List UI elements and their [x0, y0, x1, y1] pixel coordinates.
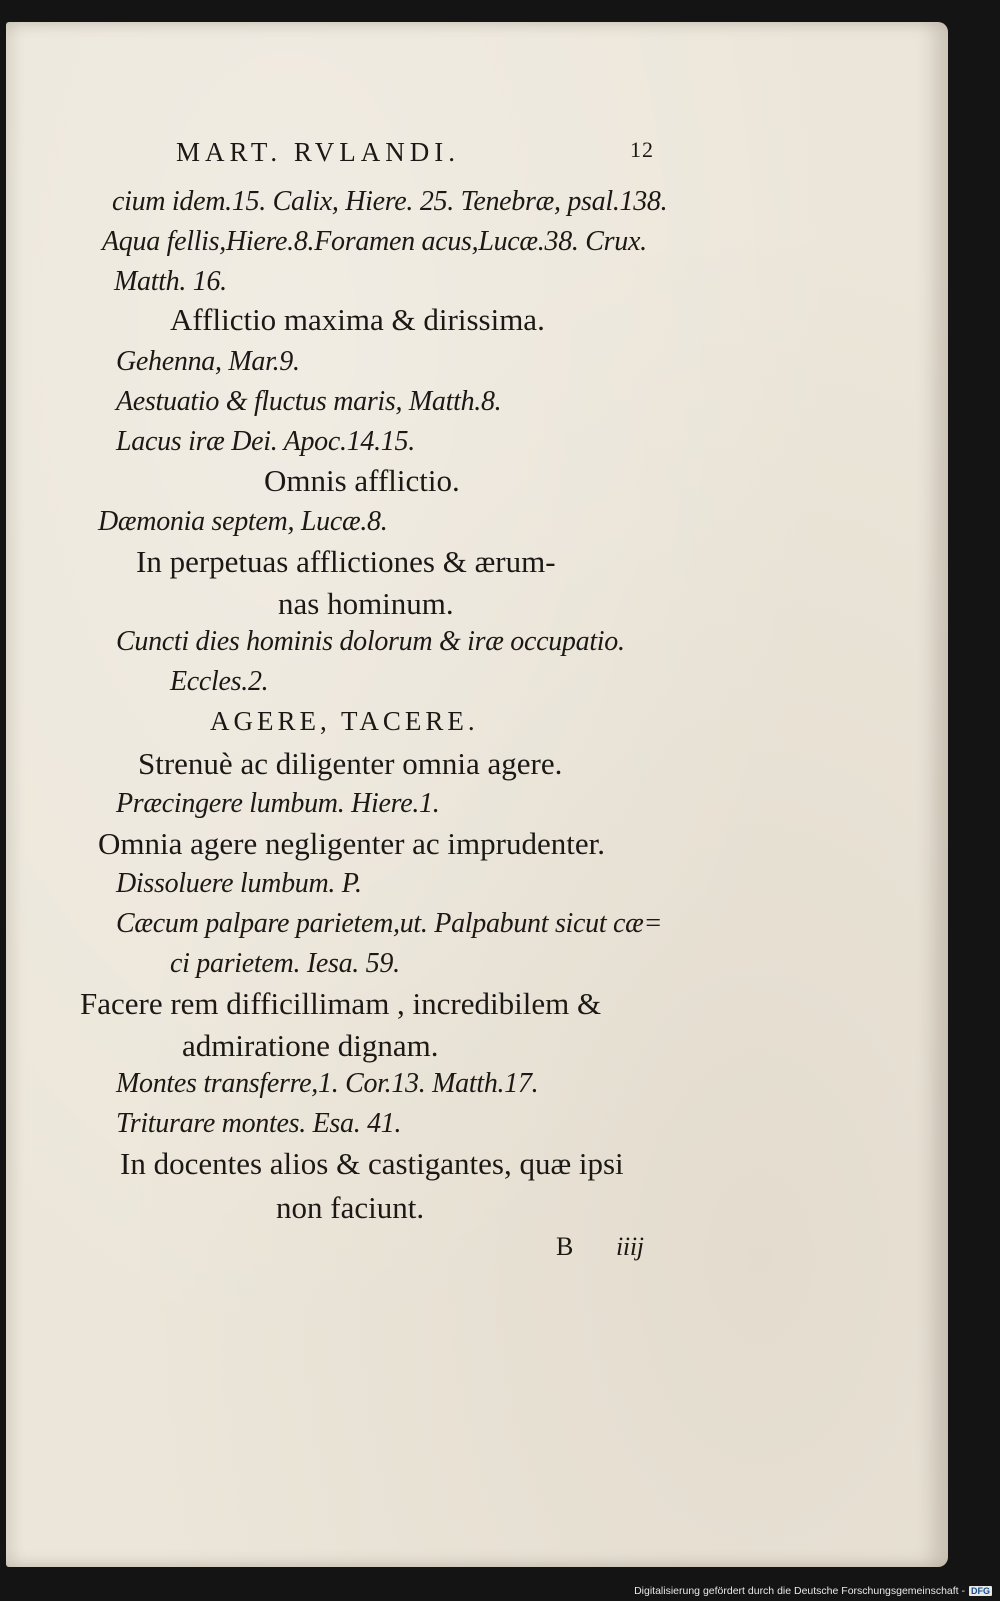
section-heading: In docentes alios & castigantes, quæ ipsi [120, 1146, 624, 1181]
section-heading: Facere rem difficillimam , incredibilem & [80, 986, 602, 1021]
section-heading: Afflictio maxima & dirissima. [170, 302, 545, 337]
signature-letter: B [556, 1232, 574, 1261]
text-line: Præcingere lumbum. Hiere.1. [116, 788, 440, 819]
text-line: Lacus iræ Dei. Apoc.14.15. [116, 426, 415, 457]
section-heading: In perpetuas afflictiones & ærum- [136, 544, 556, 579]
section-heading: Omnia agere negligenter ac imprudenter. [98, 826, 605, 861]
running-title: MART. RVLANDI. [176, 137, 460, 167]
text-line: Eccles.2. [170, 666, 269, 697]
text-line: Dæmonia septem, Lucæ.8. [98, 506, 388, 537]
section-heading: admiratione dignam. [182, 1028, 439, 1063]
credit-text: Digitalisierung gefördert durch die Deutsche Forschungsgemeinschaft - [634, 1585, 965, 1597]
book-page [6, 22, 948, 1567]
digitization-credit [634, 1585, 992, 1597]
text-line: Montes transferre,1. Cor.13. Matth.17. [116, 1068, 539, 1099]
text-line: Cæcum palpare parietem,ut. Palpabunt sicut cæ= [116, 908, 663, 939]
section-title: AGERE, TACERE. [210, 706, 479, 736]
text-line: Aestuatio & fluctus maris, Matth.8. [116, 386, 502, 417]
section-heading: non faciunt. [276, 1190, 425, 1225]
section-heading: Omnis afflictio. [264, 463, 460, 498]
text-line: Matth. 16. [114, 266, 227, 297]
text-line: Dissoluere lumbum. P. [116, 868, 362, 899]
folio-number: 12 [630, 137, 654, 162]
text-line: cium idem.15. Calix, Hiere. 25. Tenebræ, psal.138. [112, 186, 668, 217]
section-heading: nas hominum. [278, 586, 454, 621]
text-line: Aqua fellis,Hiere.8.Foramen acus,Lucæ.38. Crux. [102, 226, 647, 257]
section-heading: Strenuè ac diligenter omnia agere. [138, 746, 563, 781]
text-line: Gehenna, Mar.9. [116, 346, 300, 377]
signature-number: iiij [616, 1232, 644, 1261]
text-line: Cuncti dies hominis dolorum & iræ occupatio. [116, 626, 625, 657]
dfg-logo-icon: DFG [971, 1586, 990, 1596]
text-line: Triturare montes. Esa. 41. [116, 1108, 402, 1139]
text-line: ci parietem. Iesa. 59. [170, 948, 400, 979]
